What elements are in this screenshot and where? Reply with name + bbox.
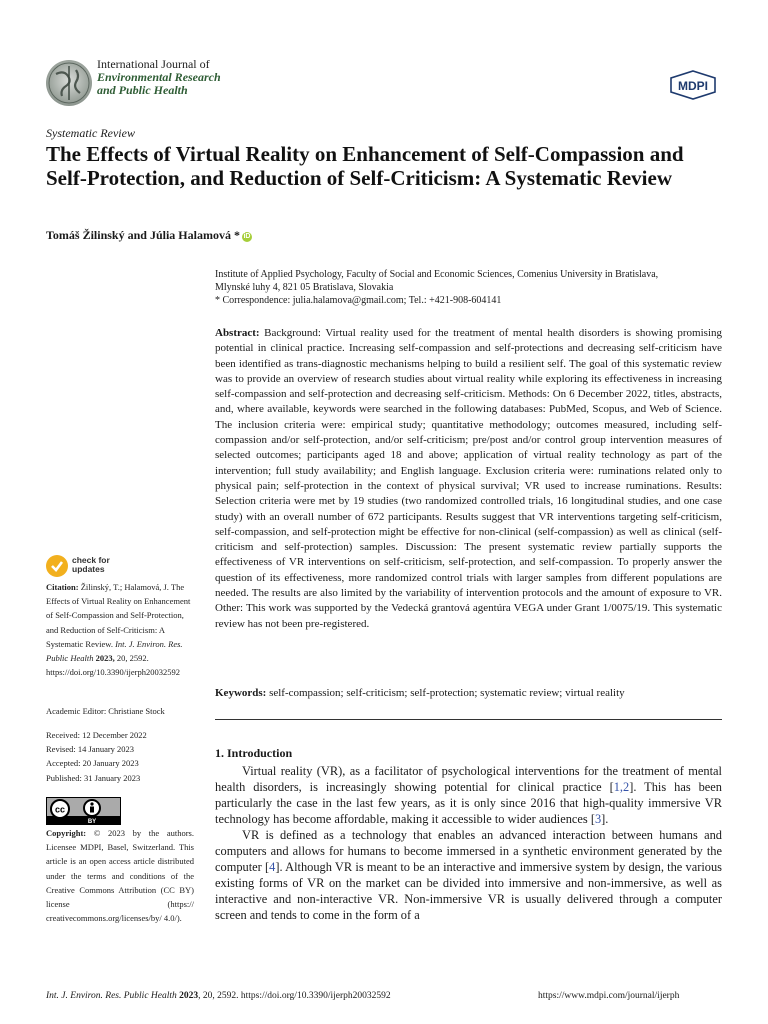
person-icon xyxy=(90,802,93,805)
author-list: Tomáš Žilinský and Júlia Halamová * xyxy=(46,228,240,242)
footer-year: 2023 xyxy=(179,991,199,1001)
check-line-2: updates xyxy=(72,564,105,574)
globe-icon xyxy=(46,60,92,106)
check-icon xyxy=(46,555,68,577)
reference-link[interactable]: 1,2 xyxy=(613,780,630,794)
dates xyxy=(46,728,196,785)
paragraph xyxy=(215,827,722,923)
journal-name xyxy=(97,58,221,97)
journal-logo xyxy=(46,60,92,106)
abstract-label: Abstract: xyxy=(215,327,260,339)
date-received: Received: 12 December 2022 xyxy=(46,730,147,740)
footer-citation xyxy=(46,991,391,1001)
citation-doi-link[interactable]: 20, 2592. https://doi.org/10.3390/ijerph20032592 xyxy=(46,653,180,678)
reference-link[interactable]: 3 xyxy=(594,812,602,826)
keywords-label: Keywords: xyxy=(215,687,267,699)
affiliation-line-2: Mlynské luhy 4, 821 05 Bratislava, Slovakia xyxy=(215,282,394,293)
paragraph-text: Virtual reality (VR), as a facilitator of psychological interventions for the treatment of mental health disorders, is increasingly showing potential for clinical practice [ xyxy=(215,764,722,794)
citation-text: Žilinský, T.; Halamová, J. The Effects of Virtual Reality on Enhancement of Self-Compassion and Self-Protection, and Reduction of Self-Criticism: A Systematic Review. xyxy=(46,582,191,649)
mdpi-logo-text: MDPI xyxy=(678,79,708,93)
citation-journal: Int. J. Environ. Res. Public Health xyxy=(46,638,183,664)
article-title: The Effects of Virtual Reality on Enhancement of Self-Compassion and Self-Protection, and Reduction of Self-Criticism: A Systematic Review xyxy=(46,142,684,190)
date-published: Published: 31 January 2023 xyxy=(46,772,141,783)
cc-icon: cc xyxy=(54,804,66,815)
copyright xyxy=(46,826,194,925)
journal-line-3: and Public Health xyxy=(97,83,188,97)
paragraph-text: ]. This has been particularly the case in the last few years, as it is only since 2016 that high-quality immersive VR technology has become affordable, making it accessible to wider audiences [ xyxy=(215,780,722,826)
abstract xyxy=(215,326,722,632)
mdpi-logo xyxy=(667,70,719,100)
check-for-updates-label xyxy=(72,556,110,574)
introduction-body xyxy=(215,763,722,923)
check-for-updates-button[interactable] xyxy=(46,555,166,579)
footer-journal: Int. J. Environ. Res. Public Health xyxy=(46,991,177,1001)
date-revised: Revised: 14 January 2023 xyxy=(46,744,135,755)
authors xyxy=(46,228,252,243)
section-heading: 1. Introduction xyxy=(215,746,293,760)
affiliation-line-1: Institute of Applied Psychology, Faculty of Social and Economic Sciences, Comenius University in Bratislava, xyxy=(215,269,659,280)
paragraph-text: ]. xyxy=(601,812,609,826)
by-label: BY xyxy=(87,819,97,824)
abstract-text: Background: Virtual reality used for the treatment of mental health disorders is showing promising potential in clinical practice. Increasing self-compassion and self-protections and decreasing self-criticism have been identified as trans-diagnostic mechanisms helping to build a resilient self. The goal of this systematic review was to provide an overview of research studies about virtual reality while exploring its effectiveness in increasing self-compassion and self-protection and decreasing self-criticism. Methods: On 6 December 2022, titles, abstracts, and, where available, keywords were searched in the following databases: PubMed, Scopus, and Web of Science. The inclusion criteria were: empirical study; quantitative methodology; outcomes measured, including self-compassion and/or self-protection, and/or self-criticism; pre/post and/or control group intervention measures of selected outcomes; participants aged 18 and above; application of virtual reality technology as part of the intervention; full study availability; and English language. Exclusion criteria were: ruminations related only to physical pain; self-protection in the context of physical survival; VR used to increase ruminations. Results: Selection criteria were met by 19 studies (two randomized controlled trials, 16 longitudinal studies, and one case study) with an overall number of 672 participants. Results suggest that VR interventions targeting self-criticism, self-compassion, and self-protection might be effective for non-clinical (self-compassion) as well as clinical (self-criticism and self-protection) samples. Discussion: The present systematic review partially supports the effectiveness of VR interventions on self-criticism, self-protection, and self-compassion. To properly answer the question of its effectiveness, more randomized control trials with larger samples from different populations are needed. The results are also limited by the variability of intervention protocols and the amount of exposure to VR. Other: This work was supported by the Vedecká grantová agentúra VEGA under Grant 1/0075/19. This systematic review has not been pre-registered. xyxy=(215,327,723,630)
paragraph-text: VR is defined as a technology that enables an advanced interaction between humans and computers and allows for humans to become immersed in a synthetic environment generated by the computer [ xyxy=(215,828,722,874)
copyright-text: © 2023 by the authors. Licensee MDPI, Basel, Switzerland. This article is an open access article distributed under the terms and conditions of the Creative Commons Attribution (CC BY) license (https:// creativecommons.org/licenses/by/ 4.0/). xyxy=(46,828,194,924)
article-type: Systematic Review xyxy=(46,126,135,140)
reference-link[interactable]: 4 xyxy=(269,860,276,874)
orcid-icon[interactable]: iD xyxy=(243,233,251,240)
keywords xyxy=(215,686,722,700)
citation-year: 2023, xyxy=(95,653,115,664)
divider xyxy=(215,719,722,720)
copyright-label: Copyright: xyxy=(46,828,87,838)
journal-line-1: International Journal of xyxy=(97,57,210,71)
footer-doi[interactable]: , 20, 2592. https://doi.org/10.3390/ijerph20032592 xyxy=(198,991,391,1001)
keywords-text: self-compassion; self-criticism; self-protection; systematic review; virtual reality xyxy=(269,687,625,699)
paragraph-text: ]. Although VR is meant to be an interactive and immersive system by design, the various existing forms of VR on the market can be divided into immersive and non-immersive, as well as interactive and non-interactive VR. Non-immersive VR is usually delivered through a computer screen and tends to come in the form of a xyxy=(215,860,722,922)
cc-by-license-badge[interactable] xyxy=(46,797,121,825)
academic-editor: Academic Editor: Christiane Stock xyxy=(46,706,165,716)
correspondence: * Correspondence: julia.halamova@gmail.com; Tel.: +421-908-604141 xyxy=(215,295,502,306)
check-line-1: check for xyxy=(72,555,110,565)
date-accepted: Accepted: 20 January 2023 xyxy=(46,758,139,769)
mdpi-hexagon-icon xyxy=(667,70,719,100)
paragraph xyxy=(215,763,722,827)
citation xyxy=(46,580,196,679)
affiliation xyxy=(215,268,735,307)
citation-label: Citation: xyxy=(46,582,79,592)
journal-line-2: Environmental Research xyxy=(97,70,221,84)
footer-url-link[interactable]: https://www.mdpi.com/journal/ijerph xyxy=(538,991,680,1001)
